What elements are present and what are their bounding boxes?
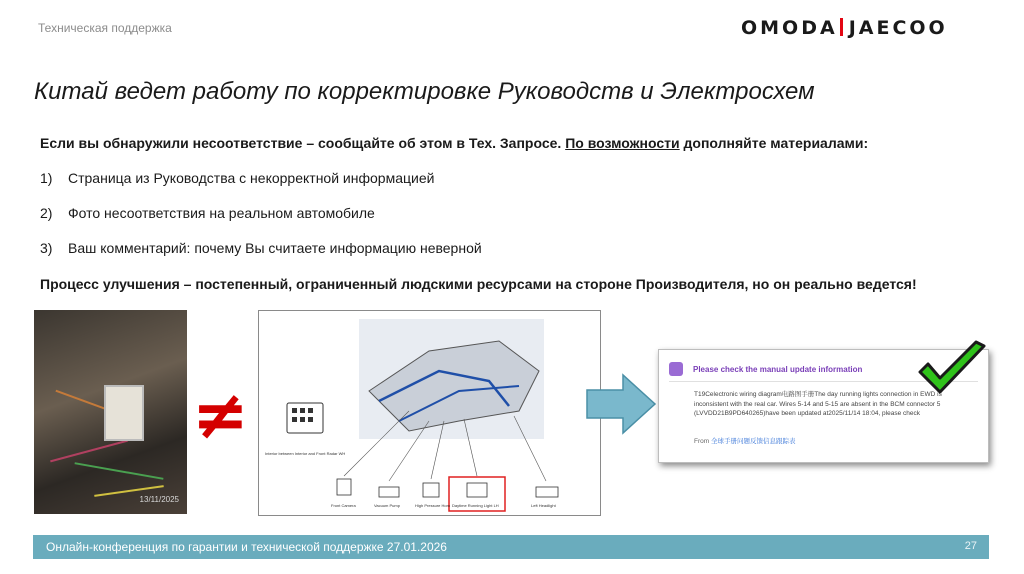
from-link[interactable]: 全球手册问题反馈信息跟踪表 [710,438,796,445]
conclusion-text: Процесс улучшения – постепенный, ограниченный людскими ресурсами на стороне Производителя, но он реально ведется! [40,276,917,292]
diagram-label-front-camera: Front Camera [331,503,356,508]
slide-title: Китай ведет работу по корректировке Руководств и Электросхем [34,78,815,105]
message-from [694,436,795,445]
diagram-label-headlight: Left Headlight [531,503,556,508]
intro-paragraph [40,135,868,151]
list-item-number: 2) [40,205,53,221]
message-body: T19Celectronic wiring diagram电路图手册The day running lights connection in EWD is inconsistent with the real car. Wires 5-14 and 5-15 are absent in the BCM connector 5 (LVVDD21B9PD640265)have been updated at2025/11/14 18:04, please check [694,391,942,417]
connector-caption: Interior between Interior and Front Radar WH [265,451,346,456]
list-item-text: Фото несоответствия на реальном автомобиле [68,205,375,221]
wiring-diagram [258,310,601,516]
intro-part-3: дополняйте материалами: [679,135,869,151]
list-item-number: 3) [40,240,53,256]
message-title: Please check the manual update information [693,365,863,374]
logo-omoda: OMODA [741,17,838,39]
section-label: Техническая поддержка [38,21,172,35]
right-arrow-icon [585,373,657,435]
checkmark-icon [916,340,988,400]
brand-logo [741,16,948,40]
list-item-text: Страница из Руководства с некорректной информацией [68,170,435,186]
footer-text: Онлайн-конференция по гарантии и технической поддержке 27.01.2026 [46,540,447,554]
not-equal-symbol: ≠ [192,376,249,455]
photo-date: 13/11/2025 [139,495,179,504]
logo-jaecoo: JAECOO [848,17,948,39]
vehicle-photo [34,310,187,514]
diagram-label-horn: High Pressure Horn [415,503,451,508]
connector-photo-detail [104,385,144,441]
from-label: From [694,438,710,445]
list-item-text: Ваш комментарий: почему Вы считаете информацию неверной [68,240,482,256]
list-item [40,205,375,221]
list-item-number: 1) [40,170,53,186]
intro-part-2: По возможности [565,135,680,151]
page-number: 27 [964,540,977,552]
list-item [40,240,482,256]
diagram-label-vacuum-pump: Vacuum Pump [374,503,400,508]
message-app-icon [669,362,683,376]
logo-separator [840,18,843,36]
list-item [40,170,434,186]
diagram-label-drl: Daytime Running Light LH [452,503,499,508]
intro-part-1: Если вы обнаружили несоответствие – сообщайте об этом в Тех. Запросе. [40,135,566,151]
footer-bar [33,535,989,559]
